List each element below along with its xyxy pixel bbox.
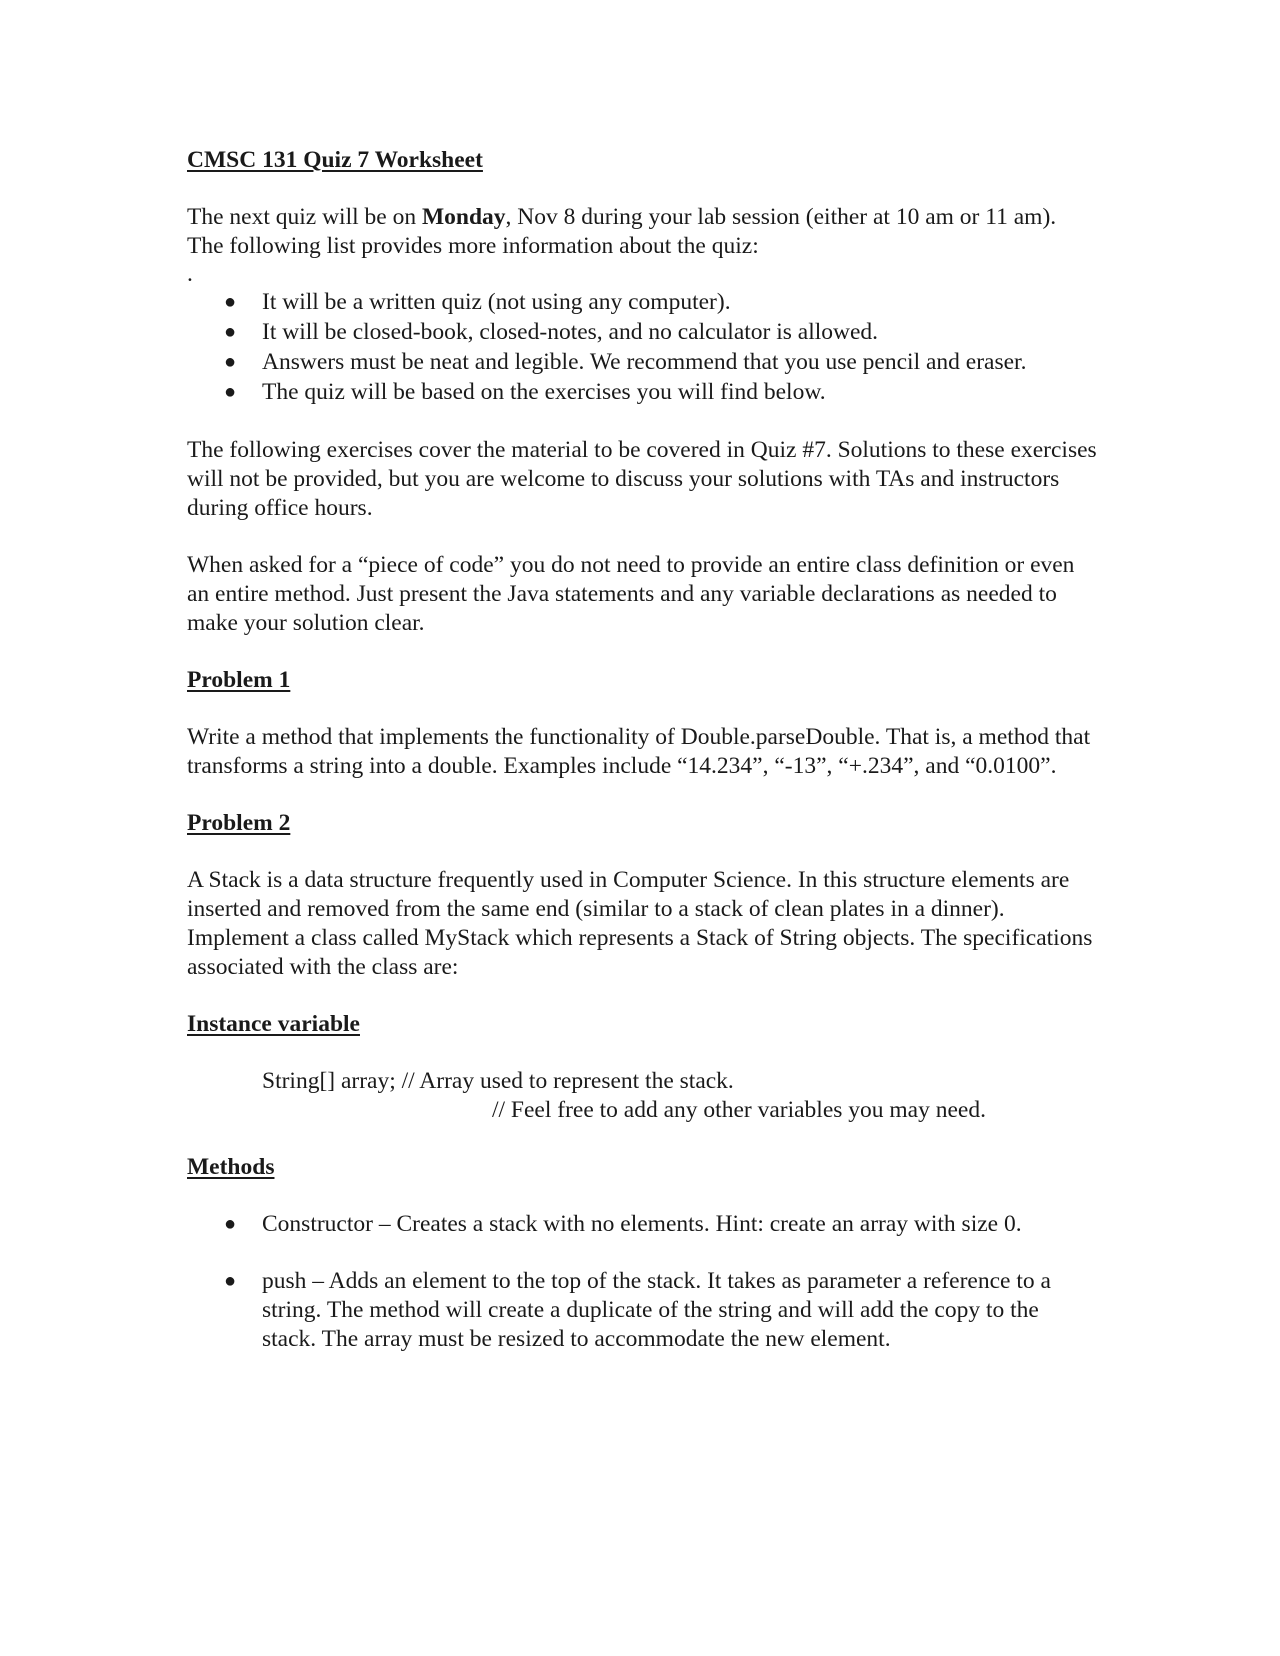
code-paragraph: When asked for a “piece of code” you do not need to provide an entire class definition or even an entire method. Just present the Java statements and any variable declarations as needed to make your solution clear.: [187, 552, 1075, 636]
bullet-icon: ●: [224, 381, 237, 403]
problem2-heading: Problem 2: [187, 810, 291, 836]
list-item: ● Constructor – Creates a stack with no elements. Hint: create an array with size 0.: [224, 1211, 1022, 1237]
list-item: ● The quiz will be based on the exercises you will find below.: [224, 379, 826, 405]
intro-suffix: , Nov 8 during your lab session (either at 10 am or 11 am). The following list provides more information about the quiz:: [187, 204, 1057, 259]
bullet-icon: ●: [224, 1213, 237, 1235]
problem2-text: A Stack is a data structure frequently used in Computer Science. In this structure elements are inserted and removed from the same end (similar to a stack of clean plates in a dinner). Implement a class called MyStack which represents a Stack of String objects. The specifications associated with the class are:: [187, 867, 1093, 980]
bullet-icon: ●: [224, 351, 237, 373]
quiz-info-list: [187, 288, 1097, 408]
intro-prefix: The next quiz will be on: [187, 204, 422, 230]
list-item: ● It will be a written quiz (not using any computer).: [224, 289, 731, 315]
stray-dot: .: [187, 261, 193, 287]
bullet-icon: ●: [224, 1270, 237, 1292]
methods-list: [187, 1210, 1097, 1354]
instance-variable-heading: Instance variable: [187, 1011, 360, 1037]
list-item: ● push – Adds an element to the top of the stack. It takes as parameter a reference to a string. The method will create a duplicate of the string and will add the copy to the stack. The array must be resized to accommodate the new element.: [224, 1268, 1051, 1352]
list-item: ● It will be closed-book, closed-notes, and no calculator is allowed.: [224, 319, 879, 345]
intro-paragraph: [187, 203, 1097, 261]
bullet-icon: ●: [224, 291, 237, 313]
code-line: // Feel free to add any other variables you may need.: [492, 1097, 986, 1123]
instance-variable-code: [187, 1067, 1097, 1125]
code-line: String[] array; // Array used to represent the stack.: [262, 1068, 734, 1094]
problem1-text: Write a method that implements the functionality of Double.parseDouble. That is, a method that transforms a string into a double. Examples include “14.234”, “-13”, “+.234”, and “0.0100”.: [187, 724, 1091, 779]
list-item: ● Answers must be neat and legible. We recommend that you use pencil and eraser.: [224, 349, 1027, 375]
methods-heading: Methods: [187, 1154, 275, 1180]
worksheet-page: [187, 146, 1097, 1381]
bullet-icon: ●: [224, 321, 237, 343]
exercises-paragraph: The following exercises cover the material to be covered in Quiz #7. Solutions to these exercises will not be provided, but you are welcome to discuss your solutions with TAs and instructors during office hours.: [187, 437, 1097, 521]
problem1-heading: Problem 1: [187, 667, 291, 693]
worksheet-title: CMSC 131 Quiz 7 Worksheet: [187, 147, 483, 173]
intro-day: Monday: [421, 204, 506, 230]
